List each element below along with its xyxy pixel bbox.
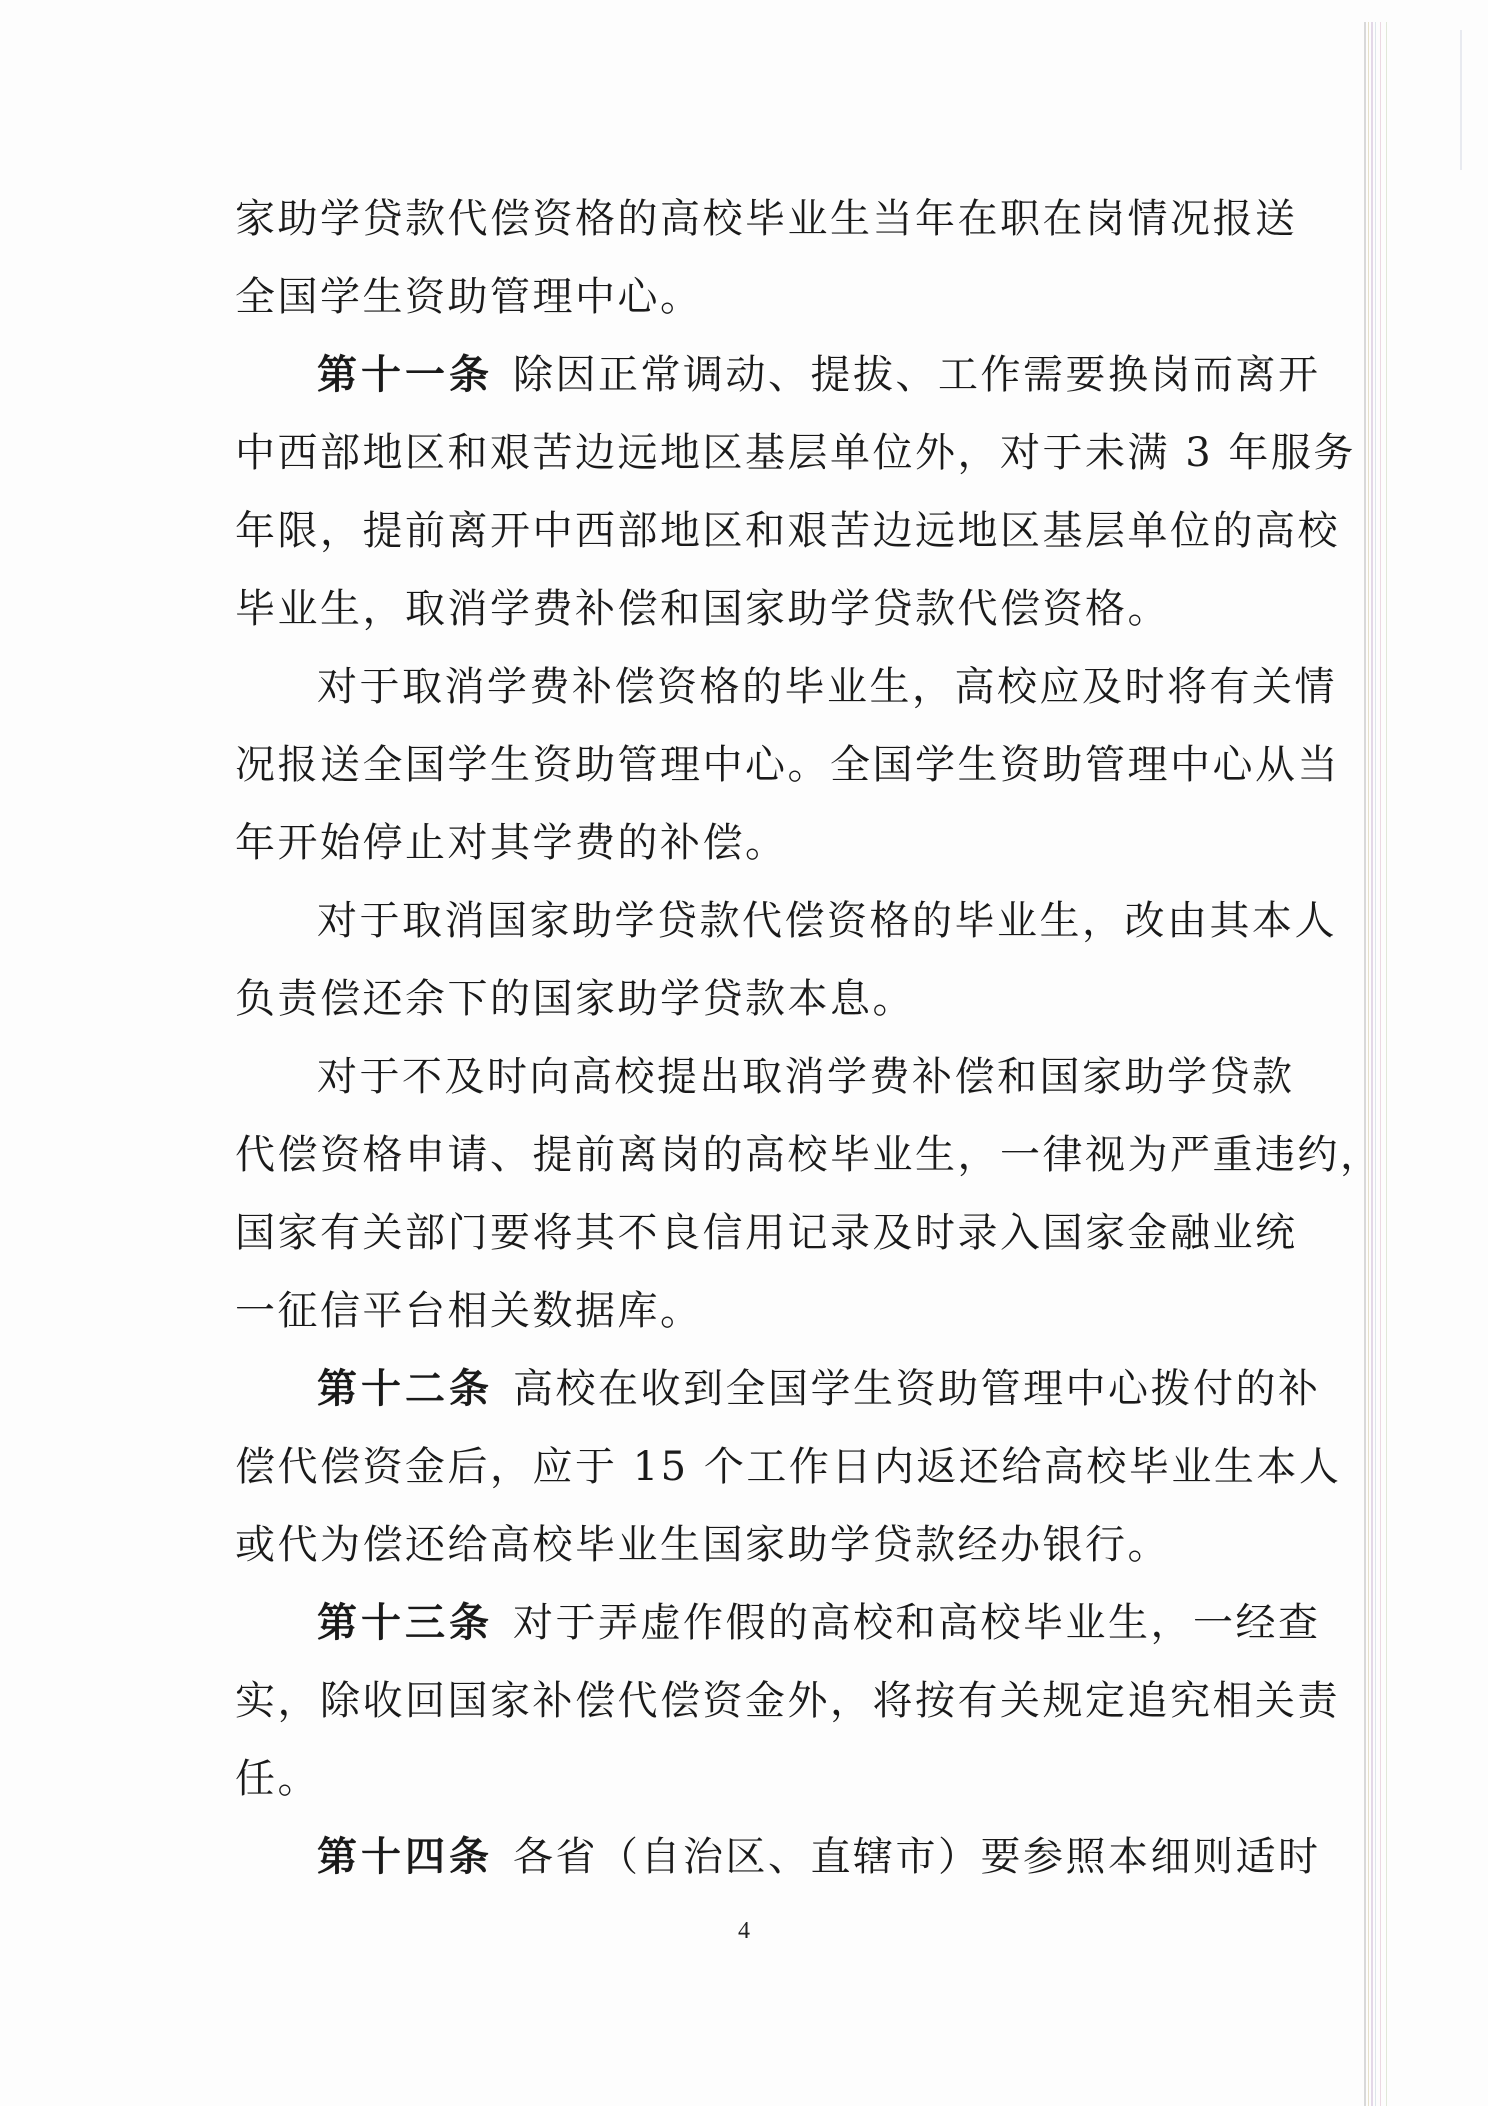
text-line: 或代为偿还给高校毕业生国家助学贷款经办银行。	[235, 1522, 1170, 1568]
text-line: 况报送全国学生资助管理中心。全国学生资助管理中心从当	[235, 742, 1340, 788]
article-11-line: 第十一条 除因正常调动、提拔、工作需要换岗而离开	[317, 352, 1321, 398]
text-line: 对于取消学费补偿资格的毕业生，高校应及时将有关情	[317, 664, 1337, 710]
text-line: 年限，提前离开中西部地区和艰苦边远地区基层单位的高校	[235, 508, 1340, 554]
text-line: 国家有关部门要将其不良信用记录及时录入国家金融业统	[235, 1210, 1298, 1256]
page-number: 4	[738, 1918, 750, 1944]
text-line: 代偿资格申请、提前离岗的高校毕业生，一律视为严重违约，	[235, 1132, 1383, 1178]
page-edge-stripe	[1380, 22, 1381, 2106]
text-line: 毕业生，取消学费补偿和国家助学贷款代偿资格。	[235, 586, 1170, 632]
text-line: 中西部地区和艰苦边远地区基层单位外，对于未满 3 年服务	[235, 430, 1356, 476]
text-line: 家助学贷款代偿资格的高校毕业生当年在职在岗情况报送	[235, 196, 1298, 242]
article-heading: 第十四条	[317, 1834, 493, 1880]
text-line: 全国学生资助管理中心。	[235, 274, 703, 320]
text-line: 对于取消国家助学贷款代偿资格的毕业生，改由其本人	[317, 898, 1337, 944]
page-edge-stripe	[1364, 22, 1366, 2106]
text-line: 对于不及时向高校提出取消学费补偿和国家助学贷款	[317, 1054, 1295, 1100]
document-body	[235, 180, 1383, 1896]
article-12-line: 第十二条 高校在收到全国学生资助管理中心拨付的补	[317, 1366, 1321, 1412]
page-edge-stripe	[1368, 22, 1369, 2106]
page-edge-stripe	[1371, 22, 1373, 2106]
text-line: 一征信平台相关数据库。	[235, 1288, 703, 1334]
text-line: 负责偿还余下的国家助学贷款本息。	[235, 976, 915, 1022]
text-line: 任。	[235, 1756, 320, 1802]
text-line: 年开始停止对其学费的补偿。	[235, 820, 788, 866]
article-14-line: 第十四条 各省（自治区、直辖市）要参照本细则适时	[317, 1834, 1321, 1880]
page-edge-stripe	[1386, 22, 1387, 2106]
article-heading: 第十二条	[317, 1366, 493, 1412]
page-edge-stripe	[1375, 22, 1376, 2106]
page-edge-stripe	[1460, 30, 1462, 170]
text-line: 实，除收回国家补偿代偿资金外，将按有关规定追究相关责	[235, 1678, 1340, 1724]
article-13-line: 第十三条 对于弄虚作假的高校和高校毕业生，一经查	[317, 1600, 1321, 1646]
text-line: 偿代偿资金后，应于 15 个工作日内返还给高校毕业生本人	[235, 1444, 1342, 1490]
article-heading: 第十一条	[317, 352, 493, 398]
article-heading: 第十三条	[317, 1600, 493, 1646]
